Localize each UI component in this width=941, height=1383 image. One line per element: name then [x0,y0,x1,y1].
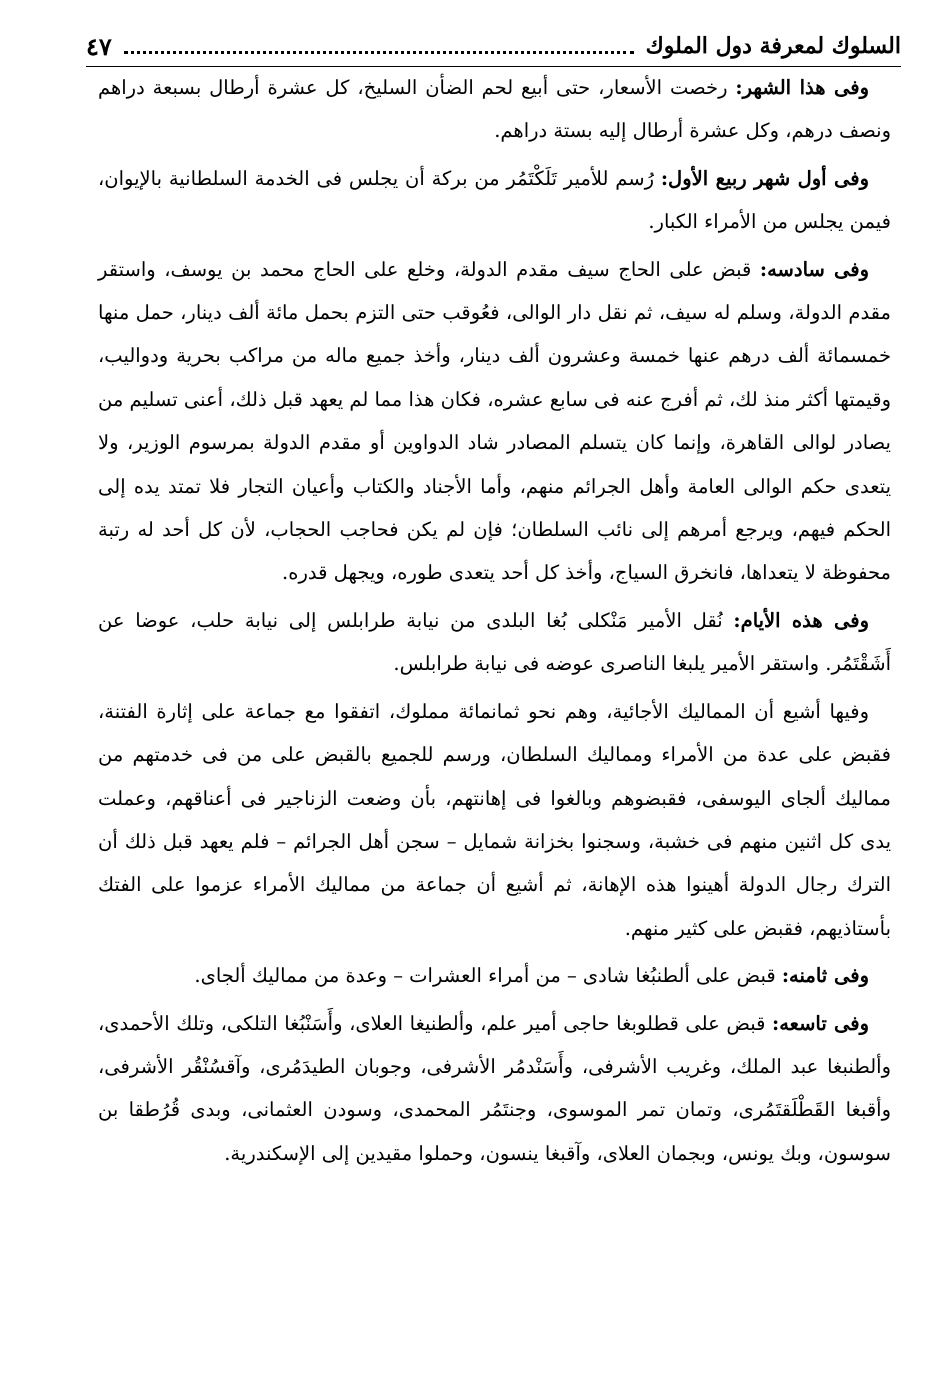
paragraph [98,248,891,595]
paragraph [98,954,891,997]
paragraph-lead: وفى هذا الشهر: [735,76,869,99]
paragraph-text: وفيها أشيع أن المماليك الأجائية، وهم نحو ثمانمائة مملوك، اتفقوا مع جماعة على إثارة الفتنة، فقبض على عدة من الأمراء ومماليك السلطان، ورسم للجميع بالقبض على من فى خدمتهم من مماليك ألجاى اليوسفى، فقبضوهم وبالغوا فى إهانتهم، بأن وضعت الزناجير فى أعناقهم، وعملت يدى كل اثنين منهم فى خشبة، وسجنوا بخزانة شمايل – سجن أهل الجرائم – فلم يعهد قبل ذلك أن الترك رجال الدولة أهينوا هذه الإهانة، ثم أشيع أن جماعة من مماليك الأمراء عزموا على الفتك بأستاذيهم، فقبض على كثير منهم. [98,699,891,940]
page-number: ٤٧ [86,31,112,61]
paragraph-text: قبض على قطلوبغا حاجى أمير علم، وألطنيغا العلاى، وأَسَنْبُغا التلكى، وتلك الأحمدى، وألطنبغا عبد الملك، وغريب الأشرفى، وأَسَنْدمُر الأشرفى، وجوبان الطيدَمُرى، وآقسُنْقُر الأشرفى، وأقبغا القَطْلَقتَمُرى، وتمان تمر الموسوى، وجنتَمُر المحمدى، وسودن العثمانى، وبدى قُرُطقا بن سوسون، وبك يونس، وبجمان العلاى، وآقبغا ينسون، وحملوا مقيدين إلى الإسكندرية. [98,1011,891,1165]
paragraph-lead: وفى سادسه: [759,257,869,281]
paragraph-lead: وفى أول شهر ربيع الأول: [660,166,870,190]
paragraph [98,599,891,686]
paragraph-lead: وفى ثامنه: [781,964,869,988]
running-title: السلوك لمعرفة دول الملوك [645,33,901,59]
running-header [86,26,901,66]
paragraph-text: رخصت الأسعار، حتى أبيع لحم الضأن السليخ، كل عشرة أرطال بسبعة دراهم ونصف درهم، وكل عشرة أرطال إليه بستة دراهم. [98,76,891,143]
paragraph-text: رُسم للأمير تَلَكْتَمُر من بركة أن يجلس فى الخدمة السلطانية بالإيوان، فيمن يجلس من الأمراء الكبار. [98,166,891,234]
paragraph [98,157,891,244]
paragraph [98,1002,891,1176]
paragraph-text: قبض على ألطنبُغا شادى – من أمراء العشرات – وعدة من مماليك ألجاى. [194,964,782,988]
body-text [98,66,891,1179]
paragraph-text: نُقل الأمير مَنْكلى بُغا البلدى من نيابة طرابلس إلى نيابة حلب، عوضا عن أَشَقْتَمُر. واستقر الأمير يلبغا الناصرى عوضه فى نيابة طرابلس. [98,608,891,676]
paragraph-lead: وفى هذه الأيام: [733,608,869,632]
paragraph [98,690,891,950]
paragraph-text: قبض على الحاج سيف مقدم الدولة، وخلع على الحاج محمد بن يوسف، واستقر مقدم الدولة، وسلم له سيف، ثم نقل دار الوالى، فعُوقب حتى التزم بحمل مائة ألف دينار، حمل منها خمسمائة ألف درهم عنها خمسة وعشرون ألف دينار، وأخذ جميع ماله من مراكب بحرية ودواليب، وقيمتها أكثر منذ لك، ثم أفرج عنه فى سابع عشره، فكان هذا مما لم يعهد قبل ذلك، أعنى تسليم من يصادر لوالى القاهرة، وإنما كان يتسلم المصادر شاد الدواوين أو مقدم الدولة بمرسوم الوزير، ولا يتعدى حكم الوالى العامة وأهل الجرائم منهم، وأما الأجناد والكتاب وأعيان التجار فلا تمتد يده إلى الحكم فيهم، ويرجع أمرهم إلى نائب السلطان؛ فإن لم يكن فحاجب الحجاب، لأن كل أحد له رتبة محفوظة لا يتعداها، فانخرق السياج، وأخذ كل أحد يتعدى طوره، ويجهل قدره. [98,257,891,585]
paragraph-lead: وفى تاسعه: [772,1011,869,1035]
leader-dots [124,51,634,54]
paragraph [98,66,891,153]
